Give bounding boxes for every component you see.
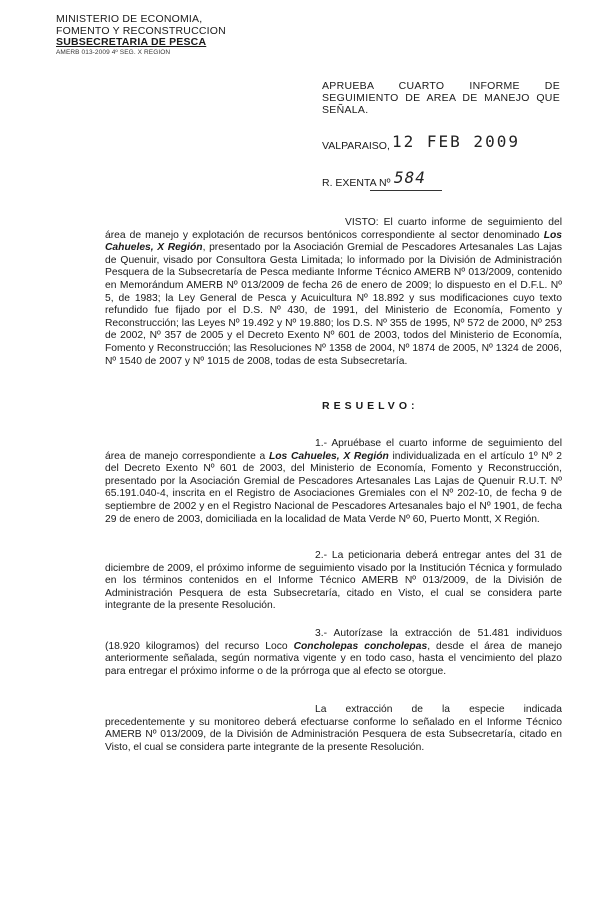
reference-code: AMERB 013-2009 4º SEG. X REGION xyxy=(56,48,171,56)
resolution-article-1 xyxy=(105,438,562,526)
date-stamp: 12 FEB 2009 xyxy=(392,132,520,151)
resuelvo-heading: RESUELVO: xyxy=(322,400,419,412)
visto-paragraph xyxy=(105,217,562,368)
article-1-sector-name: Los Cahueles, X Región xyxy=(268,450,389,462)
resolution-title: APRUEBA CUARTO INFORME DE SEGUIMIENTO DE AREA DE MANEJO QUE SEÑALA. xyxy=(322,80,560,116)
ministry-line-2: FOMENTO Y RECONSTRUCCION xyxy=(56,24,226,37)
subsecretaria-label: SUBSECRETARIA DE PESCA xyxy=(56,36,207,48)
article-3-text-c: , desde el área de manejo anteriormente señalada, según normativa vigente y en todo caso, hasta el vencimiento del plazo para entregar el próximo informe o de la prórroga que al efecto se otorgue. xyxy=(105,640,562,677)
article-1-text-a: 1.- Apruébase el cuarto informe de seguimiento del área de manejo correspondiente a xyxy=(105,438,562,462)
resolution-article-2: 2.- La peticionaria deberá entregar antes del 31 de diciembre de 2009, el próximo informe de seguimiento visado por la Institución Técnica y formulado en los términos contenidos en el Informe Técnico AMERB Nº 013/2009, de la División de Administración Pesquera de esta Subsecretaría, citado en Visto, el cual se considera parte integrante de la presente Resolución. xyxy=(105,550,562,612)
visto-text-c: , presentado por la Asociación Gremial de Pescadores Artesanales Las Lajas de Quenuir, visado por Consultora Gesta Limitada; lo informado por la División de Administración Pesquera de la Subsecretaría de Pesca mediante Informe Técnico AMERB Nº 013/2009, contenido en Memorándum AMERB Nº 013/2009 de fecha 26 de enero de 2009; lo dispuesto en el D.F.L. Nº 5, de 1983; la Ley General de Pesca y Acuicultura Nº 18.892 y sus modificaciones cuyo texto refundido fue fijado por el D.S. Nº 430, de 1991, del Ministerio de Economía, Fomento y Reconstrucción; las Leyes Nº 19.492 y Nº 19.880; los D.S. Nº 355 de 1995, Nº 572 de 2000, Nº 253 de 2002, Nº 357 de 2005 y el Decreto Exento Nº 601 de 2003, todos del Ministerio de Economía, Fomento y Reconstrucción; las Resoluciones Nº 1358 de 2004, Nº 1874 de 2005, Nº 1324 de 2006, Nº 1540 de 2007 y Nº 1015 de 2008, todas de esta Subsecretaría. xyxy=(105,242,562,367)
article-1-text-c: individualizada en el artículo 1º Nº 2 del Decreto Exento Nº 601 de 2003, del Ministerio de Economía, Fomento y Reconstrucción, presentado por la Asociación Gremial de Pescadores Artesanales Las Lajas de Quenuir R.U.T. Nº 65.191.040-4, inscrita en el Registro de Asociaciones Gremiales con el Nº 202-10, de fecha 9 de septiembre de 2002 y en el Registro Nacional de Pescadores Artesanales bajo el Nº 1901, de fecha 29 de enero de 2003, domiciliada en la localidad de Mata Verde Nº 60, Puerto Montt, X Región. xyxy=(105,450,562,525)
place-label: VALPARAISO, xyxy=(322,140,390,152)
ministry-header xyxy=(56,14,226,57)
resolution-article-3 xyxy=(105,628,562,678)
extraction-paragraph: La extracción de la especie indicada precedentemente y su monitoreo deberá efectuarse conforme lo señalado en el Informe Técnico AMERB Nº 013/2009, de la División de Administración Pesquera de esta Subsecretaría, citado en Visto, el cual se considera parte integrante de la presente Resolución. xyxy=(105,704,562,753)
exenta-number: 584 xyxy=(394,168,426,187)
article-3-text-a: 3.- Autorízase la extracción de 51.481 individuos (18.920 kilogramos) del recurso Loco xyxy=(105,628,562,652)
ministry-line-1: MINISTERIO DE ECONOMIA, xyxy=(56,13,203,25)
exenta-label: R. EXENTA Nº xyxy=(322,177,391,189)
visto-text-a: VISTO: El cuarto informe de seguimiento del área de manejo y explotación de recursos bentónicos correspondiente al sector denominado xyxy=(105,217,562,241)
visto-sector-name: Los Cahueles, X Región xyxy=(105,229,562,254)
exenta-underline xyxy=(370,190,442,191)
article-3-species-name: Concholepas concholepas xyxy=(293,640,428,652)
